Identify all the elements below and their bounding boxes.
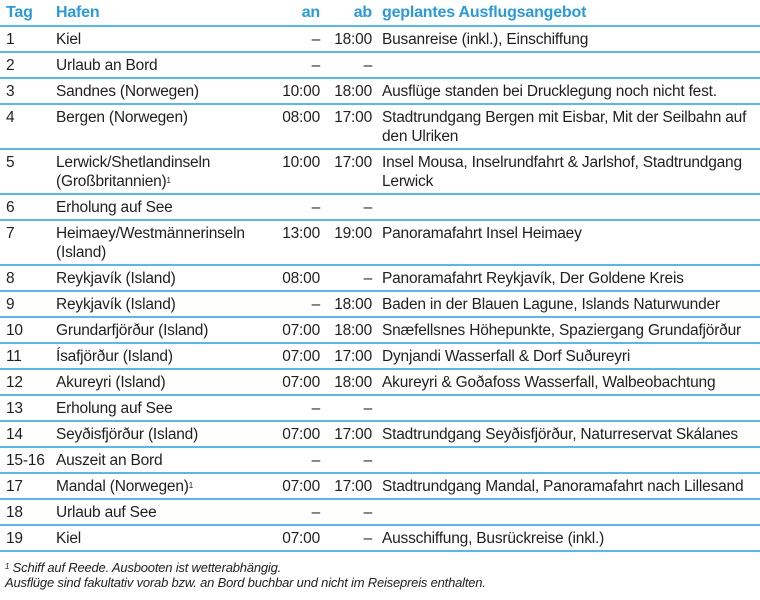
cell-tag: 18 bbox=[6, 504, 23, 521]
cell-tag: 9 bbox=[6, 296, 15, 313]
cell-ab: 18:00 bbox=[334, 322, 372, 339]
hafen-text: Bergen (Norwegen) bbox=[56, 109, 188, 126]
footnote-1-text: Schiff auf Reede. Ausbooten ist wetterabhängig. bbox=[12, 560, 282, 575]
cell-ab: – bbox=[363, 400, 372, 417]
table-row bbox=[0, 27, 760, 53]
footnote-ref: 1 bbox=[188, 481, 193, 490]
cell-tag: 15-16 bbox=[6, 452, 45, 469]
cell-hafen bbox=[56, 399, 274, 420]
cell-ab: 17:00 bbox=[334, 154, 372, 171]
table-row bbox=[0, 292, 760, 318]
cell-ausflug bbox=[372, 451, 760, 472]
table-row bbox=[0, 53, 760, 79]
cell-ab: 18:00 bbox=[334, 374, 372, 391]
table-header bbox=[0, 0, 760, 27]
cell-ab: 17:00 bbox=[334, 478, 372, 495]
cell-hafen bbox=[56, 56, 274, 77]
cell-hafen bbox=[56, 347, 274, 368]
cell-ab: 18:00 bbox=[334, 296, 372, 313]
cell-ausflug bbox=[372, 56, 760, 77]
cell-ab: – bbox=[363, 452, 372, 469]
cell-tag: 1 bbox=[6, 31, 15, 48]
cell-ab: 17:00 bbox=[334, 426, 372, 443]
cell-an: 07:00 bbox=[282, 322, 320, 339]
hafen-text: Erholung auf See bbox=[56, 199, 173, 216]
cell-hafen bbox=[56, 373, 274, 394]
cell-tag: 11 bbox=[6, 348, 22, 365]
cell-hafen bbox=[56, 198, 274, 219]
hafen-text: Urlaub an Bord bbox=[56, 57, 158, 74]
cell-tag: 5 bbox=[6, 154, 15, 171]
cell-ausflug: Ausschiffung, Busrückreise (inkl.) bbox=[382, 530, 605, 547]
footnote-ref: 1 bbox=[166, 176, 171, 185]
cell-an: – bbox=[311, 31, 320, 48]
hafen-text: Ísafjörður (Island) bbox=[56, 348, 173, 365]
table-row bbox=[0, 195, 760, 221]
cell-tag: 10 bbox=[6, 322, 23, 339]
hafen-text: Reykjavík (Island) bbox=[56, 296, 176, 313]
hafen-text: Heimaey/Westmännerinseln (Island) bbox=[56, 225, 245, 261]
cell-ab: 18:00 bbox=[334, 31, 372, 48]
cell-an: – bbox=[311, 199, 320, 216]
cell-ausflug bbox=[372, 503, 760, 524]
cell-hafen bbox=[56, 451, 274, 472]
table-body bbox=[0, 27, 760, 552]
cell-ausflug bbox=[372, 198, 760, 219]
hafen-text: Erholung auf See bbox=[56, 400, 173, 417]
hafen-text: Sandnes (Norwegen) bbox=[56, 83, 199, 100]
hafen-text: Mandal (Norwegen) bbox=[56, 478, 189, 495]
cell-ausflug: Panoramafahrt Reykjavík, Der Goldene Kreis bbox=[382, 270, 684, 287]
cell-hafen bbox=[56, 82, 274, 103]
cell-hafen bbox=[56, 425, 274, 446]
cell-ausflug: Stadtrundgang Bergen mit Eisbar, Mit der Seilbahn auf den Ulriken bbox=[382, 109, 747, 145]
footnote-1 bbox=[5, 560, 486, 575]
cell-ausflug: Busanreise (inkl.), Einschiffung bbox=[382, 31, 589, 48]
cell-tag: 17 bbox=[6, 478, 23, 495]
hafen-text: Auszeit an Bord bbox=[56, 452, 163, 469]
cell-hafen bbox=[56, 321, 274, 342]
table-row bbox=[0, 344, 760, 370]
cell-an: 07:00 bbox=[282, 374, 320, 391]
table-row bbox=[0, 474, 760, 500]
cell-an: – bbox=[311, 452, 320, 469]
cell-an: 10:00 bbox=[282, 83, 320, 100]
hafen-text: Akureyri (Island) bbox=[56, 374, 166, 391]
cell-an: 07:00 bbox=[282, 530, 320, 547]
hafen-text: Reykjavík (Island) bbox=[56, 270, 176, 287]
cell-tag: 7 bbox=[6, 225, 15, 242]
cell-ausflug: Snæfellsnes Höhepunkte, Spaziergang Grundafjörður bbox=[382, 322, 741, 339]
cell-hafen bbox=[56, 529, 274, 550]
table-row bbox=[0, 396, 760, 422]
cell-an: 07:00 bbox=[282, 426, 320, 443]
cell-tag: 2 bbox=[6, 57, 15, 74]
cell-ab: 17:00 bbox=[334, 109, 372, 126]
hafen-text: Seyðisfjörður (Island) bbox=[56, 426, 199, 443]
cell-ab: – bbox=[363, 504, 372, 521]
table-row bbox=[0, 105, 760, 150]
cell-hafen bbox=[56, 269, 274, 290]
cell-tag: 13 bbox=[6, 400, 23, 417]
cell-ab: – bbox=[363, 57, 372, 74]
cell-an: 10:00 bbox=[282, 154, 320, 171]
cell-an: – bbox=[311, 400, 320, 417]
cell-hafen bbox=[56, 108, 274, 148]
header-hafen: Hafen bbox=[56, 4, 100, 21]
cell-an: 07:00 bbox=[282, 348, 320, 365]
footnote-marker: 1 bbox=[5, 562, 10, 571]
cell-an: 13:00 bbox=[282, 225, 320, 242]
footnotes bbox=[5, 560, 486, 590]
hafen-text: Kiel bbox=[56, 31, 82, 48]
cell-ausflug: Stadtrundgang Seyðisfjörður, Naturreservat Skálanes bbox=[382, 426, 738, 443]
cell-an: 07:00 bbox=[282, 478, 320, 495]
cell-ausflug: Ausflüge standen bei Drucklegung noch nicht fest. bbox=[382, 83, 717, 100]
cell-ab: – bbox=[363, 270, 372, 287]
cell-ab: – bbox=[363, 199, 372, 216]
table-row bbox=[0, 370, 760, 396]
header-ausflug: geplantes Ausflugsangebot bbox=[382, 4, 587, 21]
cell-hafen bbox=[56, 153, 274, 193]
table-row bbox=[0, 500, 760, 526]
cell-hafen bbox=[56, 295, 274, 316]
header-ab: ab bbox=[353, 4, 372, 21]
cell-ausflug: Panoramafahrt Insel Heimaey bbox=[382, 225, 582, 242]
table-row bbox=[0, 150, 760, 195]
table-row bbox=[0, 422, 760, 448]
cell-tag: 12 bbox=[6, 374, 23, 391]
table-row bbox=[0, 266, 760, 292]
cell-ausflug: Insel Mousa, Inselrundfahrt & Jarlshof, Stadtrundgang Lerwick bbox=[382, 154, 742, 190]
cell-hafen bbox=[56, 477, 274, 498]
cell-an: – bbox=[311, 504, 320, 521]
cell-tag: 3 bbox=[6, 83, 15, 100]
table-row bbox=[0, 318, 760, 344]
header-an: an bbox=[301, 4, 320, 21]
cell-hafen bbox=[56, 30, 274, 51]
footnote-2: Ausflüge sind fakultativ vorab bzw. an Bord buchbar und nicht im Reisepreis enthalten. bbox=[5, 575, 486, 590]
cell-tag: 6 bbox=[6, 199, 15, 216]
cell-ab: – bbox=[363, 530, 372, 547]
cell-an: 08:00 bbox=[282, 270, 320, 287]
cell-tag: 14 bbox=[6, 426, 23, 443]
cell-ausflug: Baden in der Blauen Lagune, Islands Naturwunder bbox=[382, 296, 720, 313]
cell-an: – bbox=[311, 296, 320, 313]
cell-tag: 4 bbox=[6, 109, 15, 126]
table-row bbox=[0, 526, 760, 552]
table-row bbox=[0, 448, 760, 474]
hafen-text: Lerwick/Shetlandinseln (Großbritannien) bbox=[56, 154, 211, 190]
cell-tag: 8 bbox=[6, 270, 15, 287]
cell-ab: 18:00 bbox=[334, 83, 372, 100]
cell-hafen bbox=[56, 503, 274, 524]
cell-ab: 19:00 bbox=[334, 225, 372, 242]
cell-tag: 19 bbox=[6, 530, 23, 547]
hafen-text: Urlaub auf See bbox=[56, 504, 157, 521]
cell-an: 08:00 bbox=[282, 109, 320, 126]
hafen-text: Kiel bbox=[56, 530, 82, 547]
cell-ausflug: Akureyri & Goðafoss Wasserfall, Walbeobachtung bbox=[382, 374, 716, 391]
table-row bbox=[0, 79, 760, 105]
table-row bbox=[0, 221, 760, 266]
cell-ab: 17:00 bbox=[334, 348, 372, 365]
cell-ausflug: Stadtrundgang Mandal, Panoramafahrt nach Lillesand bbox=[382, 478, 744, 495]
cell-hafen bbox=[56, 224, 274, 264]
cell-ausflug: Dynjandi Wasserfall & Dorf Suðureyri bbox=[382, 348, 631, 365]
header-tag: Tag bbox=[6, 4, 33, 21]
hafen-text: Grundarfjörður (Island) bbox=[56, 322, 209, 339]
cell-ausflug bbox=[372, 399, 760, 420]
cell-an: – bbox=[311, 57, 320, 74]
